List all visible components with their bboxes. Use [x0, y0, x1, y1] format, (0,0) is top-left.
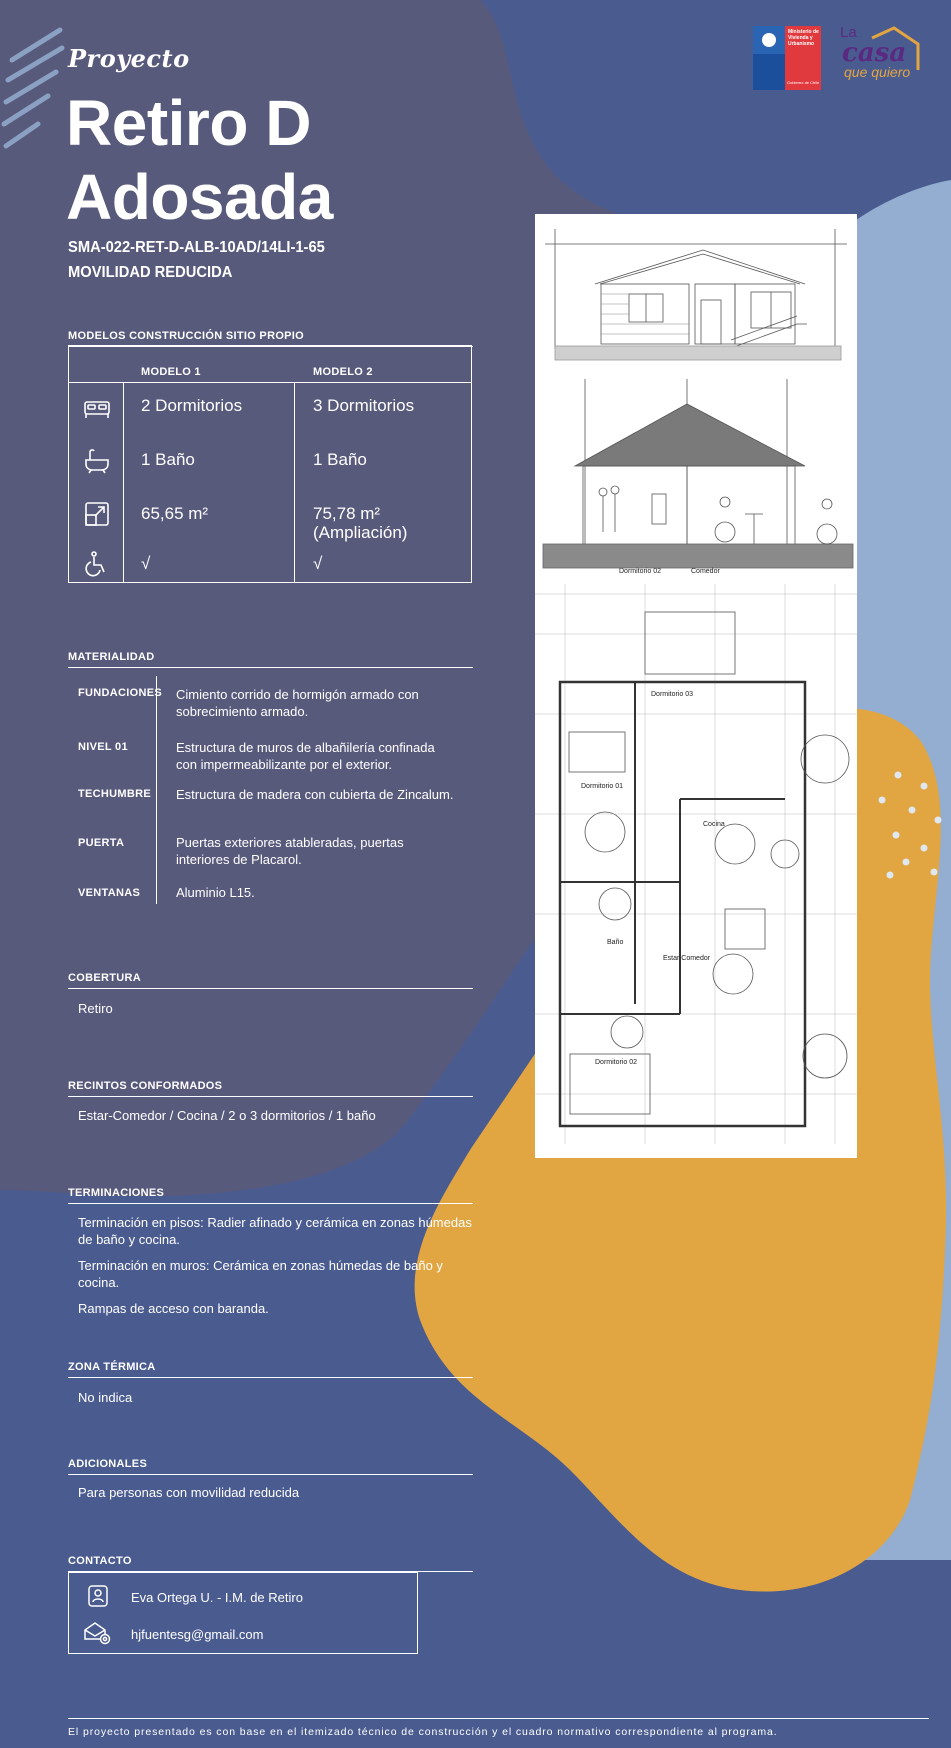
recintos-text: Estar-Comedor / Cocina / 2 o 3 dormitorios / 1 baño	[78, 1108, 376, 1123]
ministry-logo	[753, 26, 821, 90]
cobertura-text: Retiro	[78, 1001, 113, 1016]
mat-text-line: Cimiento corrido de hormigón armado con	[176, 687, 419, 702]
mat-label-puerta: PUERTA	[78, 837, 125, 849]
bathtub-icon	[83, 446, 111, 474]
models-section-title: MODELOS CONSTRUCCIÓN SITIO PROPIO	[68, 330, 473, 347]
model-1-bedrooms: 2 Dormitorios	[141, 396, 243, 415]
terminaciones-item-2	[78, 1257, 473, 1291]
model-1-bathrooms: 1 Baño	[141, 450, 195, 469]
plan-label-dorm03: Dormitorio 03	[651, 691, 694, 698]
mat-text-line: Aluminio L15.	[176, 885, 255, 900]
adicionales-text: Para personas con movilidad reducida	[78, 1485, 300, 1500]
ministry-line-3: Urbanismo	[788, 41, 815, 47]
email-icon	[83, 1621, 113, 1645]
models-divider-1	[123, 382, 124, 582]
model-1-header: MODELO 1	[141, 366, 201, 378]
wheelchair-icon	[83, 550, 111, 578]
recintos-section-title: RECINTOS CONFORMADOS	[68, 1080, 473, 1097]
mat-label-ventanas: VENTANAS	[78, 887, 141, 899]
contact-email[interactable]: hjfuentesg@gmail.com	[131, 1627, 264, 1642]
mat-text-line: interiores de Placarol.	[176, 852, 302, 867]
terminaciones-item-1	[78, 1214, 473, 1248]
terminaciones-section-title: TERMINACIONES	[68, 1187, 473, 1204]
mat-text-puerta	[176, 834, 476, 868]
terminacion-line: de baño y cocina.	[78, 1232, 180, 1247]
casa-la: La	[840, 24, 857, 41]
mat-text-fundaciones	[176, 686, 476, 720]
adicionales-section-title: ADICIONALES	[68, 1458, 473, 1475]
model-1-area: 65,65 m²	[141, 504, 209, 523]
area-icon	[83, 500, 111, 528]
plan-label-dorm02: Dormitorio 02	[595, 1059, 638, 1066]
section-label-comedor: Comedor	[691, 568, 720, 575]
mat-text-ventanas	[176, 884, 476, 901]
mat-label-fundaciones: FUNDACIONES	[78, 687, 162, 699]
model-2-area	[313, 504, 407, 542]
ministry-line-2: Vivienda y	[788, 35, 813, 41]
mat-text-nivel	[176, 739, 476, 773]
mat-text-line: Puertas exteriores atableradas, puertas	[176, 835, 404, 850]
plan-label-dorm01: Dormitorio 01	[581, 783, 624, 790]
materialidad-section-title: MATERIALIDAD	[68, 651, 473, 668]
mat-text-line: Estructura de madera con cubierta de Zincalum.	[176, 787, 454, 802]
models-header-divider	[69, 382, 471, 383]
mat-text-line: sobrecimiento armado.	[176, 704, 309, 719]
terminacion-line: Terminación en muros: Cerámica en zonas húmedas de baño y	[78, 1258, 443, 1273]
floor-plan	[535, 584, 857, 1144]
project-label: Proyecto	[68, 44, 190, 73]
plan-label-bano: Baño	[607, 939, 624, 946]
project-code: SMA-022-RET-D-ALB-10AD/14LI-1-65	[68, 239, 325, 256]
materialidad-divider	[156, 676, 157, 904]
model-2-area-value: 75,78 m²	[313, 504, 381, 523]
architectural-drawings	[535, 214, 857, 1158]
mat-label-nivel: NIVEL 01	[78, 741, 128, 753]
mat-text-techumbre	[176, 786, 476, 803]
cobertura-section-title: COBERTURA	[68, 972, 473, 989]
footer-disclaimer: El proyecto presentado es con base en el itemizado técnico de construcción y el cuadro normativo correspondiente al programa.	[68, 1726, 778, 1738]
mat-text-line: Estructura de muros de albañilería confinada	[176, 740, 435, 755]
terminacion-line: Terminación en pisos: Radier afinado y cerámica en zonas húmedas	[78, 1215, 472, 1230]
cross-section	[543, 379, 853, 568]
zona-termica-text: No indica	[78, 1390, 133, 1405]
casa-que-quiero-logo	[836, 24, 928, 90]
project-subtitle: MOVILIDAD REDUCIDA	[68, 264, 233, 281]
zona-termica-section-title: ZONA TÉRMICA	[68, 1361, 473, 1378]
model-1-accessible: √	[141, 554, 151, 573]
contact-box	[68, 1572, 418, 1654]
mat-label-techumbre: TECHUMBRE	[78, 788, 151, 800]
architectural-drawings-panel	[535, 214, 857, 1158]
title-line-2: Adosada	[66, 161, 333, 233]
model-2-accessible: √	[313, 554, 323, 573]
terminacion-line: cocina.	[78, 1275, 120, 1290]
casa-word: casa	[842, 38, 907, 68]
page-title	[66, 86, 333, 234]
title-line-1: Retiro D	[66, 87, 311, 159]
section-label-dorm02: Dormitorio 02	[619, 568, 662, 575]
ministry-line-1: Ministerio de	[788, 29, 819, 35]
plan-label-cocina: Cocina	[703, 821, 725, 828]
contact-person-icon	[85, 1585, 111, 1607]
plan-label-estar: Estar Comedor	[663, 955, 711, 962]
casa-tail: que quiero	[844, 64, 911, 80]
front-elevation	[545, 229, 847, 349]
terminaciones-item-3: Rampas de acceso con baranda.	[78, 1301, 269, 1316]
bed-icon	[83, 394, 111, 422]
mat-text-line: con impermeabilizante por el exterior.	[176, 757, 393, 772]
model-2-header: MODELO 2	[313, 366, 373, 378]
models-divider-2	[294, 382, 295, 582]
model-2-bathrooms: 1 Baño	[313, 450, 367, 469]
contact-name: Eva Ortega U. - I.M. de Retiro	[131, 1590, 303, 1605]
contacto-section-title: CONTACTO	[68, 1555, 473, 1572]
model-2-bedrooms: 3 Dormitorios	[313, 396, 415, 415]
model-2-area-note: (Ampliación)	[313, 523, 408, 542]
ministry-footer: Gobierno de Chile	[787, 80, 820, 85]
project-code-block	[68, 235, 325, 285]
models-table	[68, 345, 472, 583]
footer-divider	[68, 1718, 929, 1719]
